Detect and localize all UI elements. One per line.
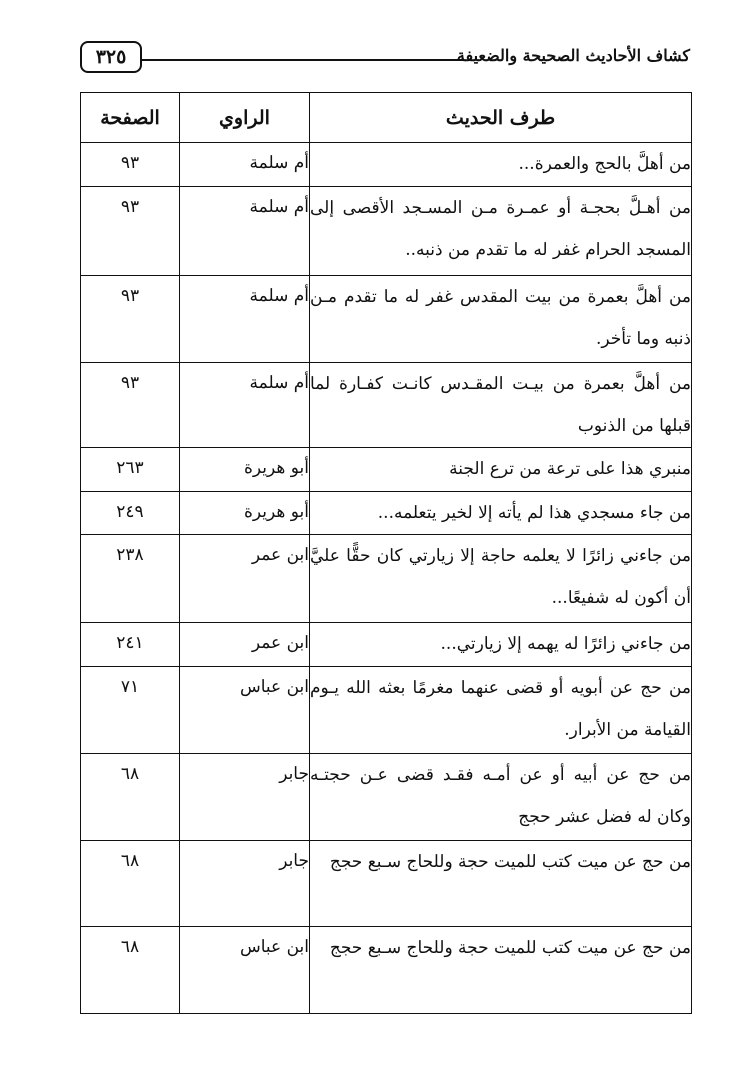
- hadith-index-table: [80, 92, 692, 1014]
- page-cell: ٢٣٨: [81, 535, 180, 623]
- table-row: [81, 753, 692, 840]
- hadith-text: من حج عن ميت كتب للميت حجة وللحاج سـبع حجج: [310, 927, 692, 1014]
- table-row: [81, 491, 692, 534]
- table-row: [81, 276, 692, 363]
- running-header: [80, 40, 690, 84]
- table-row: [81, 667, 692, 754]
- hadith-text: من أهلَّ بعمرة من بيـت المقـدس كانـت كفـارة لما قبلها من الذنوب: [310, 362, 692, 448]
- hadith-text: من حج عن ميت كتب للميت حجة وللحاج سـبع حجج: [310, 840, 692, 927]
- hadith-text: من أهلَّ بعمرة من بيت المقدس غفر له ما تقدم مـن ذنبه وما تأخر.: [310, 276, 692, 363]
- table-row: [81, 448, 692, 491]
- page-cell: ٧١: [81, 667, 180, 754]
- table-row: [81, 535, 692, 623]
- hadith-text: من حج عن أبيه أو عن أمـه فقـد قضى عـن حجتـه وكان له فضل عشر حجج: [310, 753, 692, 840]
- table-row: [81, 927, 692, 1014]
- page-cell: ٩٣: [81, 187, 180, 276]
- page-cell: ٢٦٣: [81, 448, 180, 491]
- table-header-row: [81, 93, 692, 143]
- table-row: [81, 143, 692, 187]
- narrator-cell: ابن عباس: [180, 667, 310, 754]
- page-cell: ٩٣: [81, 276, 180, 363]
- narrator-cell: أم سلمة: [180, 276, 310, 363]
- hadith-text: من أهلَّ بالحج والعمرة...: [310, 143, 692, 187]
- narrator-cell: ابن عمر: [180, 535, 310, 623]
- narrator-cell: أم سلمة: [180, 362, 310, 448]
- column-header-page: الصفحة: [81, 93, 180, 143]
- table-row: [81, 622, 692, 666]
- hadith-text: من حج عن أبويه أو قضى عنهما مغرمًا بعثه الله يـوم القيامة من الأبرار.: [310, 667, 692, 754]
- table-row: [81, 187, 692, 276]
- column-header-narrator: الراوي: [180, 93, 310, 143]
- narrator-cell: أبو هريرة: [180, 491, 310, 534]
- page-cell: ٩٣: [81, 362, 180, 448]
- narrator-cell: أم سلمة: [180, 187, 310, 276]
- page-number: ٣٢٥: [80, 41, 142, 73]
- book-title: كشاف الأحاديث الصحيحة والضعيفة: [456, 46, 690, 65]
- header-rule: [142, 59, 464, 61]
- page-cell: ٦٨: [81, 753, 180, 840]
- narrator-cell: ابن عمر: [180, 622, 310, 666]
- narrator-cell: أم سلمة: [180, 143, 310, 187]
- narrator-cell: جابر: [180, 753, 310, 840]
- hadith-text: من جاءني زائرًا لا يعلمه حاجة إلا زيارتي كان حقًّا عليَّ أن أكون له شفيعًا...: [310, 535, 692, 623]
- page-cell: ٢٤١: [81, 622, 180, 666]
- hadith-text: من أهـلَّ بحجـة أو عمـرة مـن المسـجد الأقصى إلى المسجد الحرام غفر له ما تقدم من ذنبه..: [310, 187, 692, 276]
- column-header-hadith: طرف الحديث: [310, 93, 692, 143]
- page-cell: ٦٨: [81, 840, 180, 927]
- table-row: [81, 362, 692, 448]
- page-cell: ٢٤٩: [81, 491, 180, 534]
- narrator-cell: جابر: [180, 840, 310, 927]
- hadith-text: من جاء مسجدي هذا لم يأته إلا لخير يتعلمه...: [310, 491, 692, 534]
- hadith-text: من جاءني زائرًا له يهمه إلا زيارتي...: [310, 622, 692, 666]
- page-cell: ٦٨: [81, 927, 180, 1014]
- narrator-cell: ابن عباس: [180, 927, 310, 1014]
- table-row: [81, 840, 692, 927]
- hadith-text: منبري هذا على ترعة من ترع الجنة: [310, 448, 692, 491]
- narrator-cell: أبو هريرة: [180, 448, 310, 491]
- page-cell: ٩٣: [81, 143, 180, 187]
